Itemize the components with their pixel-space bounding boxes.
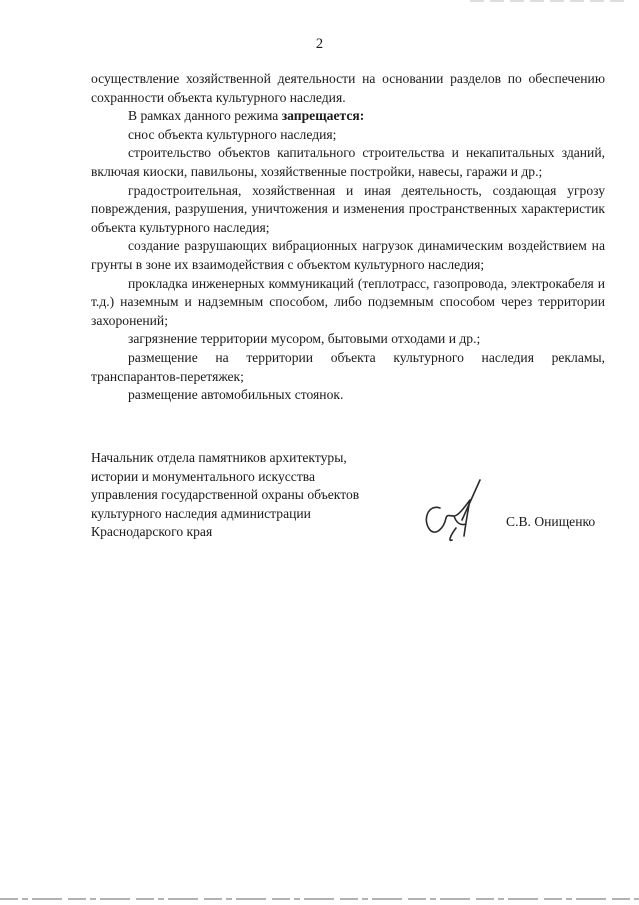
signatory-title-line: истории и монументального искусства <box>91 468 316 484</box>
list-item: прокладка инженерных коммуникаций (теплотрасс, газопровода, электрокабеля и т.д.) наземным и надземным способом, либо подземным способом через территории захоронений; <box>91 275 605 328</box>
paragraph-continuation: осуществление хозяйственной деятельности на основании разделов по обеспечению сохранности объекта культурного наследия. <box>91 71 605 105</box>
list-item: строительство объектов капитального строительства и некапитальных зданий, включая киоски, павильоны, хозяйственные постройки, навесы, гаражи и др.; <box>91 145 605 179</box>
list-item: размещение на территории объекта культурного наследия рекламы, транспарантов-перетяжек; <box>91 349 605 384</box>
list-item: снос объекта культурного наследия; <box>128 126 337 142</box>
list-item: создание разрушающих вибрационных нагрузок динамическим воздействием на грунты в зоне их взаимодействия с объектом культурного наследия; <box>91 238 605 272</box>
page-number: 2 <box>315 36 324 52</box>
signatory-title-line: Краснодарского края <box>91 524 213 540</box>
signatory-title-line: управления государственной охраны объектов <box>91 487 360 503</box>
regime-intro: В рамках данного режима <box>128 108 282 124</box>
signatory-title-line: культурного наследия администрации <box>91 505 311 521</box>
regime-prohibited: запрещается: <box>281 108 365 124</box>
document-body <box>91 70 605 405</box>
scan-artifact-bottom <box>0 896 639 902</box>
signatory-name: С.В. Онищенко <box>506 514 596 529</box>
paragraph-regime <box>91 107 605 126</box>
handwritten-signature <box>410 470 500 550</box>
scan-artifact-top <box>470 0 630 3</box>
list-item: загрязнение территории мусором, бытовыми отходами и др.; <box>128 331 481 347</box>
signatory-title-line: Начальник отдела памятников архитектуры, <box>91 450 347 465</box>
list-item: градостроительная, хозяйственная и иная деятельность, создающая угрозу повреждения, разрушения, уничтожения и изменения пространственных характеристик объекта культурного наследия; <box>91 182 605 235</box>
signatory-title <box>91 449 411 542</box>
list-item: размещение автомобильных стоянок. <box>128 387 344 403</box>
